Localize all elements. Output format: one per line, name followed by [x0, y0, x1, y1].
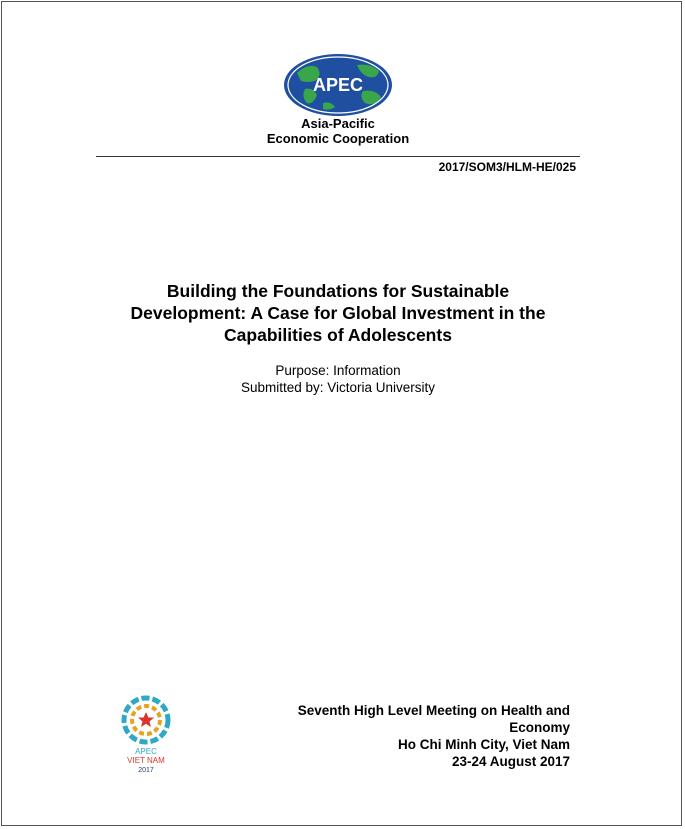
organization-name	[202, 116, 474, 146]
org-name-line-2: Economic Cooperation	[266, 131, 410, 146]
purpose-text: Purpose: Information	[275, 363, 401, 378]
apec-logo-text: APEC	[312, 75, 364, 95]
header-divider	[96, 156, 580, 157]
host-logo-line-1: APEC	[135, 747, 157, 756]
document-number: 2017/SOM3/HLM-HE/025	[438, 160, 576, 174]
title-line-1: Building the Foundations for Sustainable	[166, 281, 510, 301]
meeting-line-2: Economy	[509, 720, 570, 735]
org-name-line-1: Asia-Pacific	[301, 116, 375, 131]
meeting-dates: 23-24 August 2017	[451, 754, 570, 769]
host-logo-line-2: VIET NAM	[127, 756, 165, 765]
host-logo-line-3: 2017	[138, 767, 154, 774]
title-line-3: Capabilities of Adolescents	[224, 325, 452, 345]
title-line-2: Development: A Case for Global Investment in the	[130, 303, 546, 323]
document-title	[62, 280, 614, 346]
apec-logo	[283, 53, 393, 117]
document-page	[1, 1, 682, 826]
document-meta	[102, 362, 574, 396]
submitted-by-text: Submitted by: Victoria University	[240, 380, 436, 395]
meeting-info	[250, 702, 570, 770]
apec-viet-nam-2017-logo	[112, 690, 180, 780]
meeting-line-1: Seventh High Level Meeting on Health and	[297, 703, 570, 718]
meeting-location: Ho Chi Minh City, Viet Nam	[397, 737, 570, 752]
